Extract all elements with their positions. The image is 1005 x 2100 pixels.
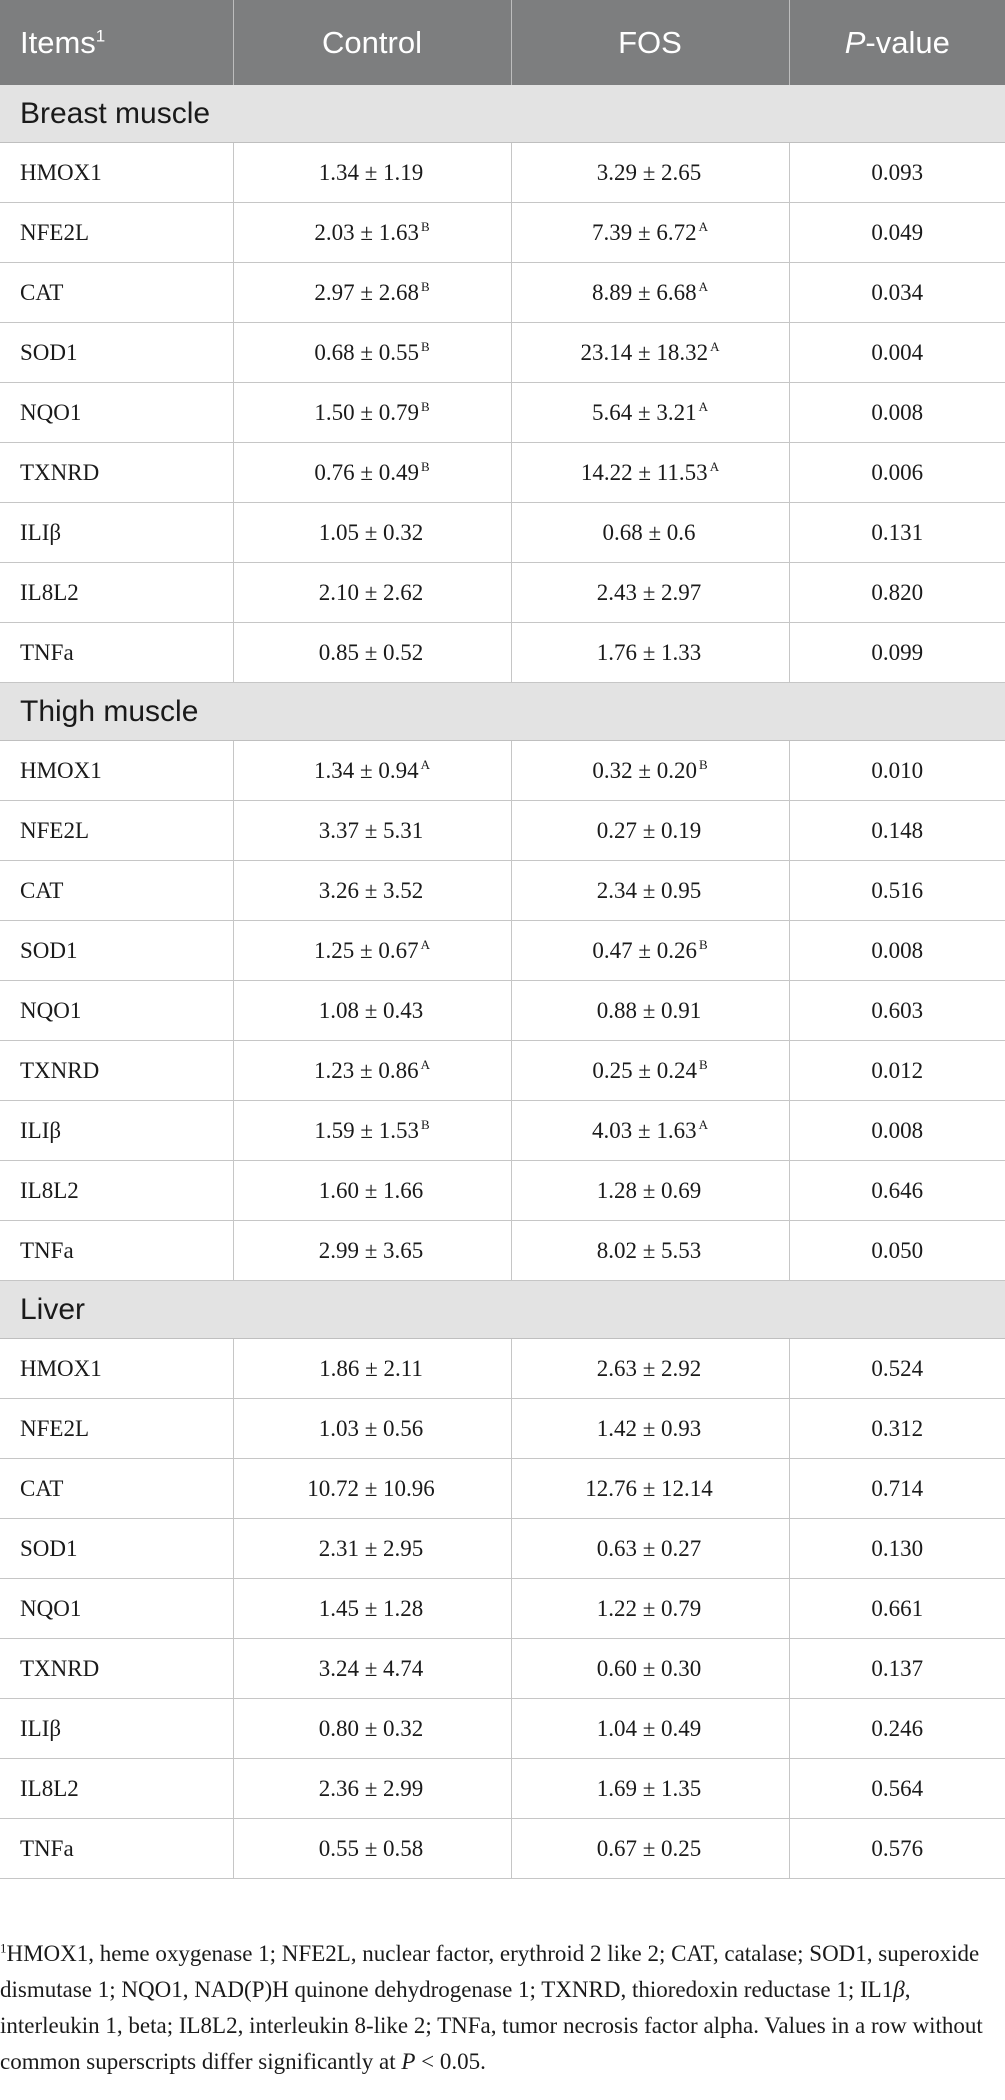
cell-fos: [511, 1579, 789, 1639]
cell-item-value: NQO1: [20, 997, 82, 1023]
cell-control: [233, 1519, 511, 1579]
cell-fos-value: 0.63 ± 0.27: [596, 1535, 702, 1561]
header-items-footnote-mark: 1: [95, 26, 106, 46]
cell-control: [233, 443, 511, 503]
cell-control-superscript: B: [420, 278, 430, 294]
cell-item-value: ILIβ: [20, 1117, 62, 1143]
cell-item: [0, 1339, 233, 1399]
cell-p-value-value: 0.006: [871, 459, 924, 485]
table-row: [0, 383, 1005, 443]
footnote-p-italic: P: [401, 2049, 416, 2074]
cell-p-value: [789, 861, 1005, 921]
cell-fos: [511, 1041, 789, 1101]
cell-item-value: TXNRD: [20, 1057, 100, 1083]
table-row: [0, 1519, 1005, 1579]
cell-p-value-value: 0.661: [871, 1595, 924, 1621]
cell-fos-superscript: B: [698, 936, 708, 952]
cell-control: [233, 801, 511, 861]
cell-item: [0, 861, 233, 921]
cell-control: [233, 1459, 511, 1519]
table-row: [0, 1579, 1005, 1639]
section-title: Thigh muscle: [0, 683, 1005, 741]
cell-control-superscript: A: [420, 756, 430, 772]
footnote-beta: β: [893, 1977, 905, 2002]
cell-fos-value: 1.28 ± 0.69: [596, 1177, 702, 1203]
cell-item: [0, 623, 233, 683]
cell-control-value: 2.36 ± 2.99: [318, 1775, 424, 1801]
cell-fos-superscript: B: [698, 1056, 708, 1072]
cell-item-value: SOD1: [20, 1535, 78, 1561]
cell-control-value: 1.25 ± 0.67: [313, 937, 419, 963]
cell-p-value-value: 0.246: [871, 1715, 924, 1741]
cell-control-value: 1.08 ± 0.43: [318, 997, 424, 1023]
cell-item-value: NFE2L: [20, 817, 89, 843]
cell-item: [0, 1101, 233, 1161]
cell-fos: [511, 1161, 789, 1221]
cell-p-value: [789, 1459, 1005, 1519]
cell-fos-value: 0.27 ± 0.19: [596, 817, 702, 843]
cell-item-value: HMOX1: [20, 1355, 102, 1381]
cell-p-value-value: 0.093: [871, 159, 924, 185]
cell-fos: [511, 323, 789, 383]
cell-fos: [511, 1399, 789, 1459]
cell-fos-superscript: A: [698, 218, 708, 234]
cell-control: [233, 143, 511, 203]
table-row: [0, 861, 1005, 921]
table-row: [0, 623, 1005, 683]
cell-fos: [511, 503, 789, 563]
header-control: Control: [233, 0, 511, 85]
cell-fos: [511, 1519, 789, 1579]
cell-p-value-value: 0.312: [871, 1415, 924, 1441]
footnote-mark: 1: [0, 1940, 7, 1956]
cell-p-value: [789, 1579, 1005, 1639]
cell-p-value-value: 0.516: [871, 877, 924, 903]
cell-item-value: SOD1: [20, 937, 78, 963]
table-row: [0, 1759, 1005, 1819]
cell-p-value: [789, 263, 1005, 323]
cell-control-superscript: A: [420, 936, 430, 952]
cell-fos-value: 1.42 ± 0.93: [596, 1415, 702, 1441]
cell-item: [0, 143, 233, 203]
cell-fos-value: 0.32 ± 0.20: [592, 757, 697, 783]
section-header-row: [0, 683, 1005, 741]
cell-item: [0, 1699, 233, 1759]
cell-p-value: [789, 383, 1005, 443]
cell-fos: [511, 801, 789, 861]
cell-p-value-value: 0.004: [871, 339, 924, 365]
cell-fos: [511, 623, 789, 683]
cell-control: [233, 203, 511, 263]
cell-item-value: NQO1: [20, 399, 82, 425]
cell-p-value: [789, 1221, 1005, 1281]
table-row: [0, 1699, 1005, 1759]
table-row: [0, 563, 1005, 623]
cell-item-value: TXNRD: [20, 459, 100, 485]
cell-control: [233, 1399, 511, 1459]
cell-fos-value: 0.88 ± 0.91: [596, 997, 702, 1023]
cell-p-value: [789, 741, 1005, 801]
cell-item: [0, 1161, 233, 1221]
cell-p-value: [789, 563, 1005, 623]
cell-control-value: 1.45 ± 1.28: [318, 1595, 424, 1621]
cell-control: [233, 921, 511, 981]
cell-p-value: [789, 1639, 1005, 1699]
cell-control-value: 1.59 ± 1.53: [314, 1117, 419, 1143]
table-row: [0, 1639, 1005, 1699]
cell-p-value-value: 0.148: [871, 817, 924, 843]
table-row: [0, 1041, 1005, 1101]
cell-fos: [511, 203, 789, 263]
cell-fos-value: 0.67 ± 0.25: [596, 1835, 702, 1861]
cell-fos-value: 4.03 ± 1.63: [591, 1117, 697, 1143]
section-title: Breast muscle: [0, 85, 1005, 143]
table-row: [0, 1459, 1005, 1519]
header-p-italic: P: [844, 24, 866, 60]
cell-item: [0, 921, 233, 981]
cell-p-value: [789, 203, 1005, 263]
cell-control-value: 1.34 ± 0.94: [313, 757, 419, 783]
cell-fos-value: 8.02 ± 5.53: [596, 1237, 702, 1263]
cell-control: [233, 383, 511, 443]
cell-fos: [511, 1221, 789, 1281]
cell-control-value: 1.03 ± 0.56: [318, 1415, 424, 1441]
cell-control: [233, 263, 511, 323]
cell-p-value-value: 0.050: [871, 1237, 924, 1263]
cell-item: [0, 503, 233, 563]
cell-p-value-value: 0.576: [871, 1835, 924, 1861]
table-row: [0, 263, 1005, 323]
cell-item-value: NQO1: [20, 1595, 82, 1621]
cell-item-value: HMOX1: [20, 159, 102, 185]
cell-control-value: 0.76 ± 0.49: [314, 459, 419, 485]
cell-item: [0, 1399, 233, 1459]
cell-fos: [511, 1699, 789, 1759]
cell-fos: [511, 443, 789, 503]
table-row: [0, 741, 1005, 801]
cell-control-value: 2.10 ± 2.62: [318, 579, 424, 605]
cell-p-value-value: 0.714: [871, 1475, 924, 1501]
cell-item-value: IL8L2: [20, 1177, 79, 1203]
table-row: [0, 921, 1005, 981]
table-row: [0, 981, 1005, 1041]
table-header-row: [0, 0, 1005, 85]
section-header-row: [0, 85, 1005, 143]
cell-control-superscript: B: [420, 1116, 430, 1132]
cell-p-value-value: 0.524: [871, 1355, 924, 1381]
cell-fos-value: 0.47 ± 0.26: [592, 937, 697, 963]
cell-control: [233, 1699, 511, 1759]
cell-control-superscript: B: [420, 398, 430, 414]
cell-control-value: 3.24 ± 4.74: [318, 1655, 424, 1681]
cell-control-superscript: B: [420, 218, 430, 234]
table-row: [0, 1161, 1005, 1221]
cell-item-value: SOD1: [20, 339, 78, 365]
cell-p-value-value: 0.564: [871, 1775, 924, 1801]
cell-fos: [511, 861, 789, 921]
cell-p-value: [789, 1041, 1005, 1101]
cell-item: [0, 263, 233, 323]
cell-fos: [511, 741, 789, 801]
cell-p-value: [789, 1699, 1005, 1759]
cell-item-value: IL8L2: [20, 579, 79, 605]
cell-item: [0, 981, 233, 1041]
section-title: Liver: [0, 1281, 1005, 1339]
cell-fos: [511, 563, 789, 623]
cell-control: [233, 1101, 511, 1161]
cell-fos-superscript: A: [698, 1116, 708, 1132]
cell-control-value: 1.05 ± 0.32: [318, 519, 424, 545]
cell-p-value-value: 0.008: [871, 1117, 924, 1143]
cell-item-value: TXNRD: [20, 1655, 100, 1681]
cell-p-value-value: 0.646: [871, 1177, 924, 1203]
table-body: [0, 85, 1005, 1879]
table-row: [0, 143, 1005, 203]
cell-control: [233, 861, 511, 921]
cell-item: [0, 801, 233, 861]
cell-fos: [511, 1639, 789, 1699]
cell-p-value-value: 0.130: [871, 1535, 924, 1561]
cell-control: [233, 563, 511, 623]
cell-control: [233, 323, 511, 383]
cell-p-value: [789, 443, 1005, 503]
cell-p-value: [789, 623, 1005, 683]
cell-control: [233, 1339, 511, 1399]
cell-fos-value: 2.34 ± 0.95: [596, 877, 702, 903]
cell-p-value: [789, 1399, 1005, 1459]
cell-p-value-value: 0.008: [871, 399, 924, 425]
cell-fos: [511, 1101, 789, 1161]
cell-control-value: 2.03 ± 1.63: [314, 219, 419, 245]
cell-fos-value: 1.69 ± 1.35: [596, 1775, 702, 1801]
cell-p-value: [789, 1339, 1005, 1399]
cell-control: [233, 1639, 511, 1699]
cell-fos: [511, 1819, 789, 1879]
cell-control-value: 0.85 ± 0.52: [318, 639, 424, 665]
cell-control-superscript: B: [420, 338, 430, 354]
header-p-suffix: -value: [865, 24, 950, 60]
header-p-value: [789, 0, 1005, 85]
cell-p-value: [789, 801, 1005, 861]
cell-control-value: 2.31 ± 2.95: [318, 1535, 424, 1561]
footnote-text-part2: , interleukin 1, beta; IL8L2, interleukin 8-like 2; TNFa, tumor necrosis factor alpha. Values in a row without common superscripts differ significantly at: [0, 1977, 983, 2074]
cell-control: [233, 1819, 511, 1879]
cell-p-value-value: 0.820: [871, 579, 924, 605]
cell-p-value: [789, 143, 1005, 203]
cell-fos-value: 1.04 ± 0.49: [596, 1715, 702, 1741]
cell-p-value-value: 0.131: [871, 519, 924, 545]
cell-control-value: 2.97 ± 2.68: [314, 279, 419, 305]
table-row: [0, 1339, 1005, 1399]
footnote-text-part1: HMOX1, heme oxygenase 1; NFE2L, nuclear factor, erythroid 2 like 2; CAT, catalase; SOD1, superoxide dismutase 1; NQO1, NAD(P)H quinone dehydrogenase 1; TXNRD, thioredoxin reductase 1; IL1: [0, 1941, 980, 2002]
cell-item: [0, 203, 233, 263]
cell-p-value-value: 0.012: [871, 1057, 924, 1083]
table-row: [0, 1399, 1005, 1459]
cell-control: [233, 741, 511, 801]
cell-item-value: ILIβ: [20, 519, 62, 545]
cell-item: [0, 1519, 233, 1579]
cell-control-value: 0.68 ± 0.55: [314, 339, 419, 365]
cell-fos-value: 5.64 ± 3.21: [591, 399, 697, 425]
table-row: [0, 203, 1005, 263]
cell-item: [0, 443, 233, 503]
cell-fos: [511, 1459, 789, 1519]
cell-fos-value: 12.76 ± 12.14: [585, 1475, 713, 1501]
cell-p-value: [789, 503, 1005, 563]
cell-item: [0, 1221, 233, 1281]
cell-fos-value: 23.14 ± 18.32: [580, 339, 709, 365]
cell-control-value: 1.23 ± 0.86: [313, 1057, 419, 1083]
cell-item: [0, 1759, 233, 1819]
cell-item: [0, 1819, 233, 1879]
cell-item: [0, 1579, 233, 1639]
cell-item-value: TNFa: [20, 1237, 74, 1263]
cell-p-value-value: 0.034: [871, 279, 924, 305]
cell-control-value: 10.72 ± 10.96: [307, 1475, 435, 1501]
cell-fos: [511, 263, 789, 323]
cell-fos: [511, 1759, 789, 1819]
cell-control: [233, 1579, 511, 1639]
cell-control-value: 3.26 ± 3.52: [318, 877, 424, 903]
cell-control-value: 1.60 ± 1.66: [318, 1177, 424, 1203]
header-items: [0, 0, 233, 85]
cell-p-value-value: 0.099: [871, 639, 924, 665]
cell-fos-value: 1.22 ± 0.79: [596, 1595, 702, 1621]
cell-fos-value: 14.22 ± 11.53: [580, 459, 708, 485]
cell-control-value: 1.86 ± 2.11: [319, 1355, 423, 1381]
cell-p-value: [789, 981, 1005, 1041]
cell-fos: [511, 1339, 789, 1399]
cell-control-value: 2.99 ± 3.65: [318, 1237, 424, 1263]
table-row: [0, 1819, 1005, 1879]
cell-control-value: 0.55 ± 0.58: [318, 1835, 424, 1861]
footnote-text-part3: < 0.05.: [415, 2049, 486, 2074]
cell-p-value: [789, 921, 1005, 981]
cell-fos-value: 0.68 ± 0.6: [602, 519, 696, 545]
cell-item-value: TNFa: [20, 639, 74, 665]
section-header-row: [0, 1281, 1005, 1339]
cell-item: [0, 1041, 233, 1101]
cell-p-value-value: 0.603: [871, 997, 924, 1023]
cell-control: [233, 981, 511, 1041]
cell-fos-superscript: A: [698, 278, 708, 294]
cell-fos-superscript: A: [698, 398, 708, 414]
cell-p-value-value: 0.008: [871, 937, 924, 963]
table-row: [0, 443, 1005, 503]
cell-control-superscript: A: [420, 1056, 430, 1072]
cell-fos-value: 8.89 ± 6.68: [591, 279, 697, 305]
cell-fos-value: 7.39 ± 6.72: [591, 219, 697, 245]
cell-fos-value: 3.29 ± 2.65: [596, 159, 702, 185]
cell-p-value: [789, 1519, 1005, 1579]
cell-control: [233, 1759, 511, 1819]
cell-p-value: [789, 323, 1005, 383]
cell-item-value: IL8L2: [20, 1775, 79, 1801]
cell-item-value: CAT: [20, 877, 64, 903]
cell-fos-value: 1.76 ± 1.33: [596, 639, 702, 665]
cell-item-value: TNFa: [20, 1835, 74, 1861]
cell-item: [0, 1459, 233, 1519]
table-row: [0, 1221, 1005, 1281]
cell-fos-value: 2.63 ± 2.92: [596, 1355, 702, 1381]
cell-item-value: HMOX1: [20, 757, 102, 783]
cell-fos-value: 0.60 ± 0.30: [596, 1655, 702, 1681]
cell-item: [0, 383, 233, 443]
cell-fos: [511, 921, 789, 981]
cell-fos-value: 0.25 ± 0.24: [592, 1057, 697, 1083]
cell-fos: [511, 143, 789, 203]
cell-fos: [511, 383, 789, 443]
cell-control-superscript: B: [420, 458, 430, 474]
cell-fos: [511, 981, 789, 1041]
cell-p-value: [789, 1161, 1005, 1221]
cell-control-value: 1.34 ± 1.19: [318, 159, 424, 185]
cell-control: [233, 1221, 511, 1281]
cell-fos-superscript: B: [698, 756, 708, 772]
cell-fos-value: 2.43 ± 2.97: [596, 579, 702, 605]
cell-p-value: [789, 1819, 1005, 1879]
cell-fos-superscript: A: [710, 338, 720, 354]
cell-control: [233, 1041, 511, 1101]
cell-p-value-value: 0.137: [871, 1655, 924, 1681]
table-footnote: [0, 1936, 995, 2080]
table-row: [0, 323, 1005, 383]
cell-control: [233, 503, 511, 563]
cell-control: [233, 1161, 511, 1221]
cell-p-value: [789, 1759, 1005, 1819]
cell-control: [233, 623, 511, 683]
cell-item: [0, 563, 233, 623]
cell-item-value: CAT: [20, 1475, 64, 1501]
cell-control-value: 0.80 ± 0.32: [318, 1715, 424, 1741]
cell-item: [0, 1639, 233, 1699]
table-row: [0, 1101, 1005, 1161]
cell-item-value: CAT: [20, 279, 64, 305]
cell-p-value-value: 0.049: [871, 219, 924, 245]
cell-item: [0, 323, 233, 383]
cell-item-value: NFE2L: [20, 1415, 89, 1441]
cell-control-value: 3.37 ± 5.31: [318, 817, 424, 843]
cell-control-value: 1.50 ± 0.79: [314, 399, 419, 425]
cell-item: [0, 741, 233, 801]
cell-fos-superscript: A: [709, 458, 720, 474]
header-items-label: Items: [20, 24, 96, 60]
cell-p-value-value: 0.010: [871, 757, 924, 783]
cell-p-value: [789, 1101, 1005, 1161]
table-row: [0, 503, 1005, 563]
table-row: [0, 801, 1005, 861]
cell-item-value: ILIβ: [20, 1715, 62, 1741]
cell-item-value: NFE2L: [20, 219, 89, 245]
header-fos: FOS: [511, 0, 789, 85]
